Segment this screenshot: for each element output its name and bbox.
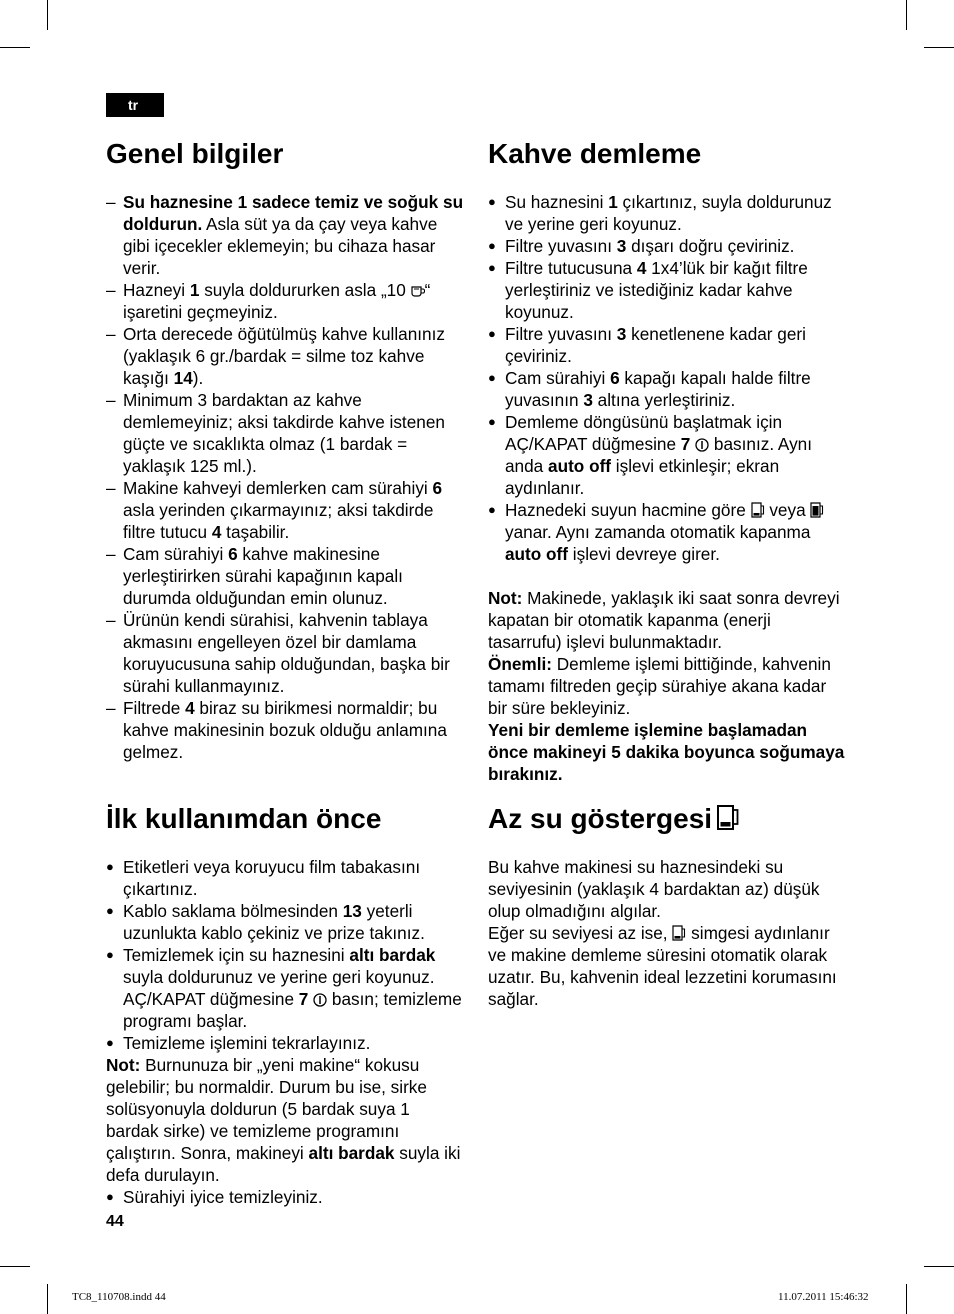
low-water-jug-icon: [716, 804, 740, 831]
crop-mark: [906, 0, 907, 30]
note-paragraph: Not: Burnunuza bir „yeni makine“ kokusu gelebilir; bu normaldir. Durum bu ise, sirke solüsyonuyla doldurun (5 bardak suya 1 bardak sirke) ve temizleme programını çalıştırın. Sonra, makineyi altı bardak suyla iki defa durulayın.: [106, 1055, 461, 1185]
list-item: ● Temizlemek için su haznesini altı bardak suyla doldurunuz ve yerine geri koyunuz. AÇ/KAPAT düğmesine 7 basın; temizleme programı başlar.: [106, 944, 466, 1032]
before-first-use-list: [106, 856, 466, 1054]
crop-mark: [0, 47, 30, 48]
low-water-jug-icon: [751, 502, 765, 518]
section-title-brewing: Kahve demleme: [488, 138, 702, 169]
list-item: ● Filtre yuvasını 3 kenetlenene kadar geri çeviriniz.: [488, 323, 848, 367]
list-item: – Hazneyi 1 suyla doldururken asla „10 “ işaretini geçmeyiniz.: [106, 279, 466, 323]
full-water-jug-icon: [810, 502, 824, 518]
section-title-before-first-use: İlk kullanımdan önce: [106, 803, 382, 834]
low-water-jug-icon: [672, 925, 686, 941]
section-title-general-info: Genel bilgiler: [106, 138, 284, 169]
paragraph: Eğer su seviyesi az ise, simgesi aydınlanır ve makine demleme süresini otomatik olarak uzatır. Bu, kahvenin ideal lezzetini korumasını sağlar.: [488, 923, 837, 1009]
list-item: ● Haznedeki suyun hacmine göre veya yanar. Aynı zamanda otomatik kapanma auto off işlevi devreye girer.: [488, 499, 848, 565]
general-info-section: [106, 135, 466, 763]
list-item: ● Cam sürahiyi 6 kapağı kapalı halde filtre yuvasının 3 altına yerleştiriniz.: [488, 367, 848, 411]
list-item: – Filtrede 4 biraz su birikmesi normaldir; bu kahve makinesinin bozuk olduğu anlamına gelmez.: [106, 697, 466, 763]
crop-mark: [47, 0, 48, 30]
list-item: – Minimum 3 bardaktan az kahve demlemeyiniz; aksi takdirde kahve istenen güçte ve sıcaklıkta olmaz (1 bardak = yaklaşık 125 ml.).: [106, 389, 466, 477]
page-number: 44: [106, 1213, 124, 1230]
brewing-section: [488, 135, 848, 785]
general-info-list: [106, 191, 466, 763]
list-item: – Su haznesine 1 sadece temiz ve soğuk su doldurun. Asla süt ya da çay veya kahve gibi içecekler eklemeyin; bu cihaza hasar verir.: [106, 191, 466, 279]
crop-mark: [47, 1284, 48, 1314]
power-icon: [313, 993, 327, 1007]
brewing-list: [488, 191, 848, 565]
list-item: ● Sürahiyi iyice temizleyiniz.: [106, 1186, 466, 1208]
language-tab: tr: [106, 93, 164, 117]
list-item: – Cam sürahiyi 6 kahve makinesine yerleştirirken sürahi kapağının kapalı durumda olduğundan emin olunuz.: [106, 543, 466, 609]
cup-icon: [411, 284, 425, 297]
list-item: ● Filtre tutucusuna 4 1x4’lük bir kağıt filtre yerleştiriniz ve istediğiniz kadar kahve koyunuz.: [488, 257, 848, 323]
list-item: – Ürünün kendi sürahisi, kahvenin tablaya akmasını engelleyen özel bir damlama koruyucusuna sahip olduğundan, başka bir sürahi kullanmayınız.: [106, 609, 466, 697]
list-item: ● Temizleme işlemini tekrarlayınız.: [106, 1032, 466, 1054]
warning-paragraph: Yeni bir demleme işlemine başlamadan önce makineyi 5 dakika boyunca soğumaya bırakınız.: [488, 720, 845, 784]
crop-mark: [0, 1266, 30, 1267]
section-title-low-water: Az su göstergesi: [488, 800, 848, 838]
paragraph: Bu kahve makinesi su haznesindeki su seviyesinin (yaklaşık 4 bardaktan az) düşük olup olmadığını algılar.: [488, 857, 820, 921]
low-water-indicator-section: [488, 800, 848, 1010]
brewing-notes: [488, 587, 848, 785]
power-icon: [695, 438, 709, 452]
list-item: – Orta derecede öğütülmüş kahve kullanınız (yaklaşık 6 gr./bardak = silme toz kahve kaşığı 14).: [106, 323, 466, 389]
list-item: ● Filtre yuvasını 3 dışarı doğru çeviriniz.: [488, 235, 848, 257]
footer-timestamp: 11.07.2011 15:46:32: [778, 1291, 869, 1303]
note-paragraph: Not: Makinede, yaklaşık iki saat sonra devreyi kapatan bir otomatik kapanma (enerji tasarrufu) işlevi bulunmaktadır.: [488, 588, 840, 652]
list-item: ● Etiketleri veya koruyucu film tabakasını çıkartınız.: [106, 856, 466, 900]
low-water-text: [488, 856, 848, 1010]
before-first-use-section: [106, 800, 466, 1208]
important-paragraph: Önemli: Demleme işlemi bittiğinde, kahvenin tamamı filtreden geçip sürahiye akana kadar bir süre bekleyiniz.: [488, 654, 831, 718]
list-item: ● Kablo saklama bölmesinden 13 yeterli uzunlukta kablo çekiniz ve prize takınız.: [106, 900, 466, 944]
list-item: – Makine kahveyi demlerken cam sürahiyi 6 asla yerinden çıkarmayınız; aksi takdirde filtre tutucu 4 taşabilir.: [106, 477, 466, 543]
list-item: ● Demleme döngüsünü başlatmak için AÇ/KAPAT düğmesine 7 basınız. Aynı anda auto off işlevi etkinleşir; ekran aydınlanır.: [488, 411, 848, 499]
before-first-use-list-end: [106, 1186, 466, 1208]
crop-mark: [906, 1284, 907, 1314]
footer-file-info: TC8_110708.indd 44: [72, 1291, 166, 1303]
crop-mark: [924, 47, 954, 48]
crop-mark: [924, 1266, 954, 1267]
list-item: ● Su haznesini 1 çıkartınız, suyla doldurunuz ve yerine geri koyunuz.: [488, 191, 848, 235]
